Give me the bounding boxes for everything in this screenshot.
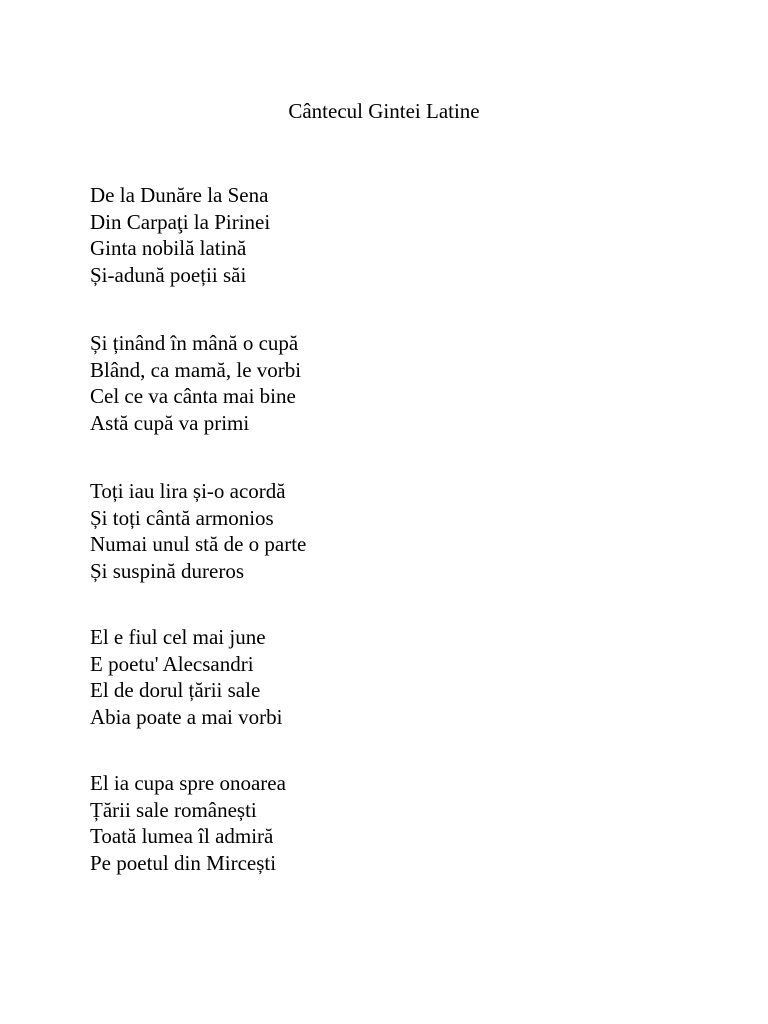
- poem-line: Astă cupă va primi: [90, 411, 250, 436]
- poem-line: Cel ce va cânta mai bine: [90, 384, 296, 409]
- poem-line: Numai unul stă de o parte: [90, 532, 307, 557]
- stanza-5: [90, 770, 286, 877]
- poem-line: Și toți cântă armonios: [90, 505, 274, 530]
- poem-line: Abia poate a mai vorbi: [90, 705, 283, 730]
- poem-line: Pe poetul din Mircești: [90, 851, 277, 876]
- poem-line: Și suspină dureros: [90, 559, 244, 584]
- poem-line: Și-adună poeții săi: [90, 263, 247, 288]
- poem-line: Țării sale românești: [90, 797, 257, 822]
- poem-line: Toți iau lira și-o acordă: [90, 479, 286, 503]
- poem-line: El ia cupa spre onoarea: [90, 771, 286, 795]
- poem-line: Și ținând în mână o cupă: [90, 331, 299, 355]
- poem-line: Toată lumea îl admiră: [90, 824, 274, 849]
- poem-line: E poetu' Alecsandri: [90, 651, 254, 676]
- poem-line: De la Dunăre la Sena: [90, 183, 269, 207]
- poem-title: Cântecul Gintei Latine: [288, 99, 480, 123]
- poem-line: Ginta nobilă latină: [90, 236, 247, 261]
- stanza-4: [90, 624, 282, 731]
- stanza-1: [90, 182, 270, 289]
- poem-line: Din Carpaţi la Pirinei: [90, 209, 271, 234]
- poem-line: Blând, ca mamă, le vorbi: [90, 357, 302, 382]
- poem-line: El e fiul cel mai june: [90, 625, 266, 649]
- poem-line: El de dorul țării sale: [90, 678, 261, 703]
- stanza-3: [90, 478, 306, 585]
- stanza-2: [90, 330, 301, 437]
